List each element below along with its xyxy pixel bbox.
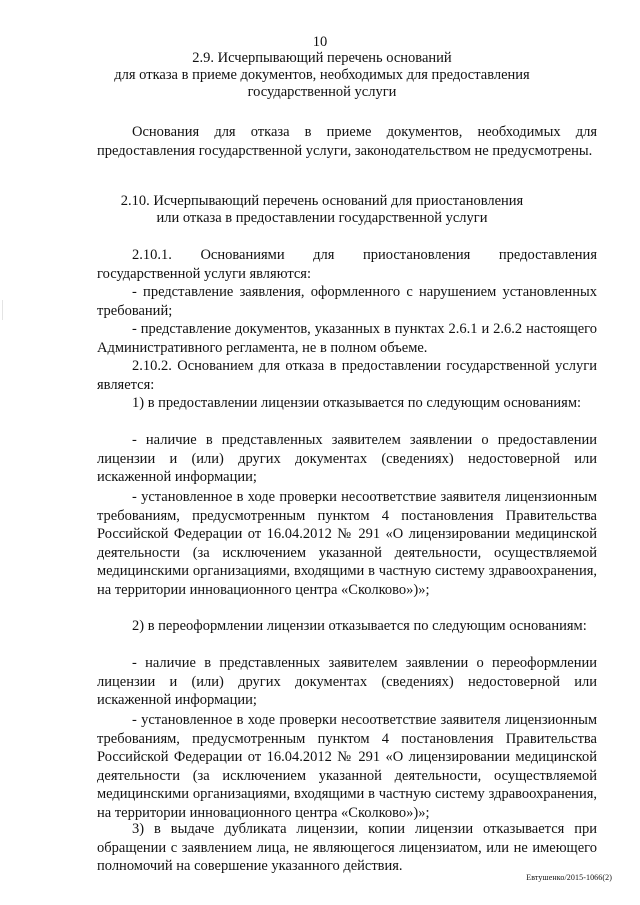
section-2-10-heading (0, 193, 640, 227)
paragraph: - представление документов, указанных в пунктах 2.6.1 и 2.6.2 настоящего Административного регламента, не в полном объеме. (97, 321, 597, 356)
heading-line: или отказа в предоставлении государственной услуги (156, 210, 488, 226)
section-2-9-text: Основания для отказа в приеме документов, необходимых для предоставления государственной услуги, законодательством не предусмотрены. (97, 124, 597, 159)
section-2-9-heading (0, 50, 640, 101)
page-number: 10 (312, 34, 328, 50)
paragraph: - установленное в ходе проверки несоответствие заявителя лицензионным требованиям, предусмотренным пунктом 4 постановления Правительства Российской Федерации от 16.04.2012 № 291 «О лицензировании медицинской деятельности (за исключением указанной деятельности, осуществляемой медицинскими организациями, входящими в частную систему здравоохранения, на территории инновационного центра «Сколково»)»; (97, 489, 597, 598)
heading-line: 2.9. Исчерпывающий перечень оснований (192, 50, 452, 66)
paragraph: 2.10.1. Основаниями для приостановления предоставления государственной услуги являются: (97, 247, 597, 282)
heading-line: государственной услуги (247, 84, 397, 100)
paragraph: - установленное в ходе проверки несоответствие заявителя лицензионным требованиям, предусмотренным пунктом 4 постановления Правительства Российской Федерации от 16.04.2012 № 291 «О лицензировании медицинской деятельности (за исключением указанной деятельности, осуществляемой медицинскими организациями, входящими в частную систему здравоохранения, на территории инновационного центра «Сколково»)»; (97, 712, 597, 821)
paragraph: - наличие в представленных заявителем заявлении о предоставлении лицензии и (или) других документах (сведениях) недостоверной или искаженной информации; (97, 432, 597, 486)
paragraph: - представление заявления, оформленного с нарушением установленных требований; (97, 284, 597, 319)
paragraph: 1) в предоставлении лицензии отказывается по следующим основаниям: (132, 395, 582, 411)
paragraph: 2) в переоформлении лицензии отказывается по следующим основаниям: (132, 618, 587, 634)
scan-edge-mark (2, 300, 3, 320)
footer-code: Евтушенко/2015-1066(2) (526, 873, 612, 882)
paragraph: 3) в выдаче дубликата лицензии, копии лицензии отказывается при обращении с заявлением лица, не являющегося лицензиатом, или не имеющего полномочий на совершение указанного действия. (97, 821, 597, 875)
paragraph: - наличие в представленных заявителем заявлении о переоформлении лицензии и (или) других документах (сведениях) недостоверной или искаженной информации; (97, 655, 597, 709)
heading-line: 2.10. Исчерпывающий перечень оснований для приостановления (120, 193, 524, 209)
paragraph: 2.10.2. Основанием для отказа в предоставлении государственной услуги является: (97, 358, 597, 393)
heading-line: для отказа в приеме документов, необходимых для предоставления (114, 67, 530, 83)
